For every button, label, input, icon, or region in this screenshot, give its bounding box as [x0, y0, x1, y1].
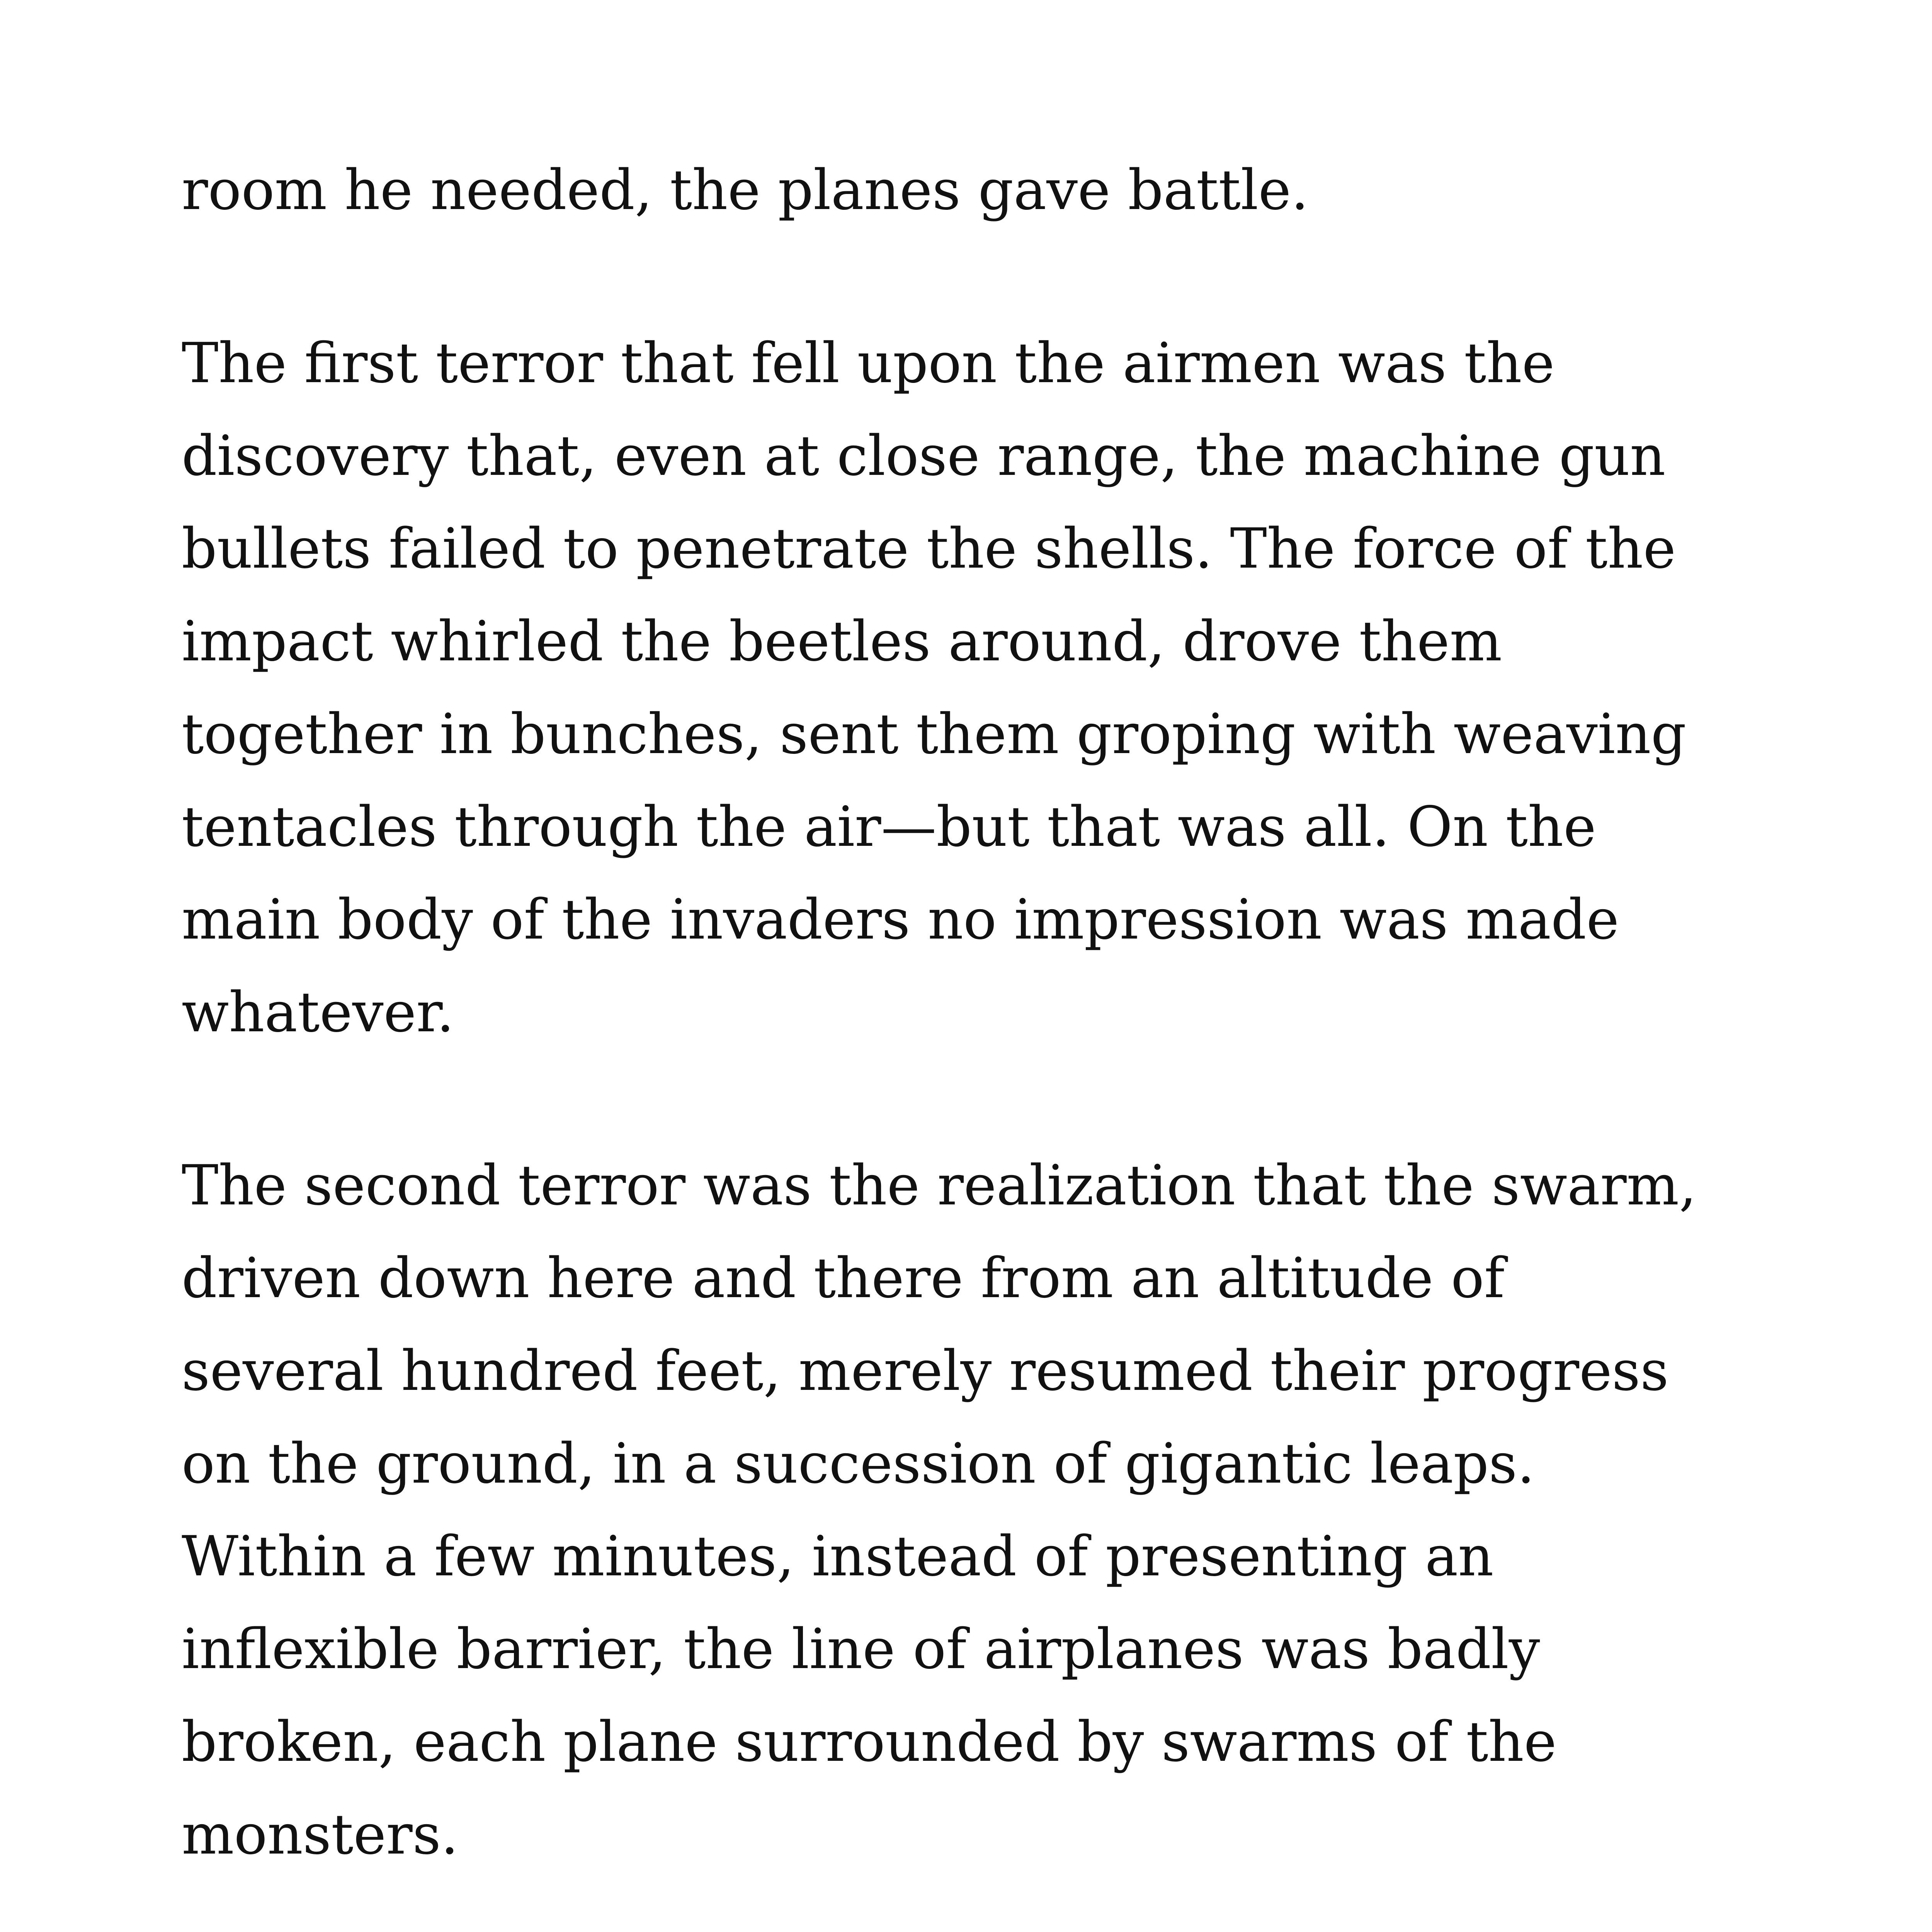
text-line: inflexible barrier, the line of airplanes was badly — [182, 1617, 1540, 1681]
text-line: The first terror that fell upon the airmen was the — [182, 331, 1555, 395]
text-line: discovery that, even at close range, the machine gun — [182, 423, 1666, 488]
text-line: tentacles through the air—but that was all. On the — [182, 794, 1596, 859]
text-line: monsters. — [182, 1802, 459, 1867]
text-line: driven down here and there from an altitude of — [182, 1246, 1505, 1310]
text-line: whatever. — [182, 980, 454, 1044]
text-line: broken, each plane surrounded by swarms of the — [182, 1709, 1557, 1774]
paragraph-spacer — [182, 1059, 1843, 1139]
paragraph-spacer — [182, 236, 1843, 317]
paragraph-1 — [182, 144, 1843, 236]
text-line: bullets failed to penetrate the shells. The force of the — [182, 516, 1676, 581]
paragraph-3 — [182, 1139, 1843, 1881]
text-line: several hundred feet, merely resumed their progress — [182, 1338, 1669, 1403]
paragraph-2 — [182, 317, 1843, 1059]
text-line: The second terror was the realization that the swarm, — [182, 1153, 1697, 1218]
text-line: room he needed, the planes gave battle. — [182, 158, 1309, 222]
text-line: main body of the invaders no impression was made — [182, 887, 1619, 952]
paragraph-spacer — [182, 1881, 1843, 1932]
text-line: Within a few minutes, instead of presenting an — [182, 1524, 1494, 1588]
text-line: together in bunches, sent them groping with weaving — [182, 702, 1687, 766]
text-line: impact whirled the beetles around, drove them — [182, 609, 1502, 673]
text-line: on the ground, in a succession of gigantic leaps. — [182, 1431, 1535, 1496]
body-text — [182, 144, 1843, 1932]
